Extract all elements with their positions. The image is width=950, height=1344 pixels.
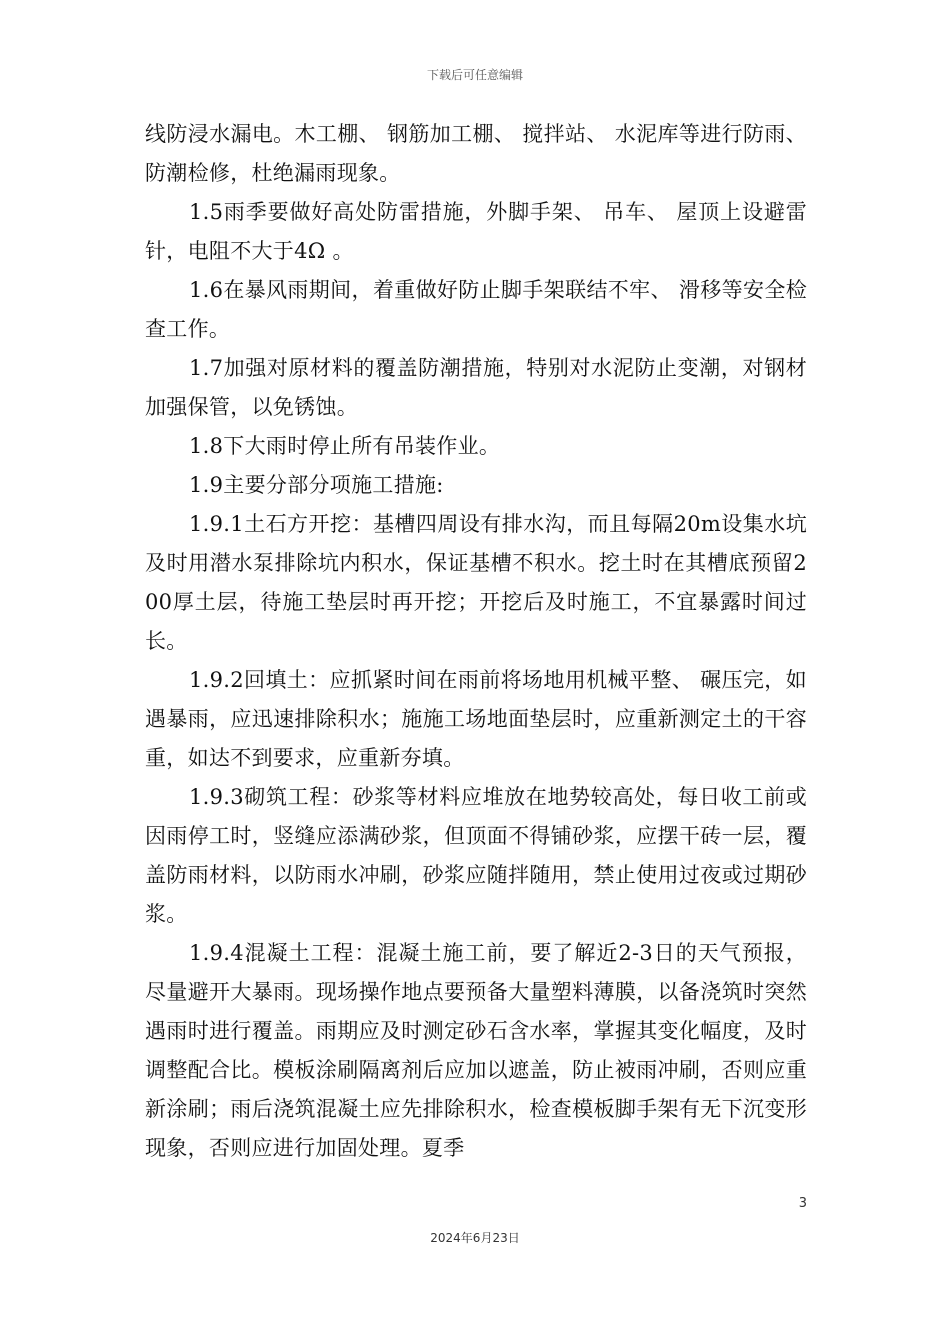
page-footer-date: 2024年6月23日 [430,1231,520,1245]
page-header: 下载后可任意编辑 [426,68,523,82]
paragraph-1-9-4: 1.9.4混凝土工程：混凝土施工前，要了解近2-3日的天气预报，尽量避开大暴雨。现场操作地点要预备大量塑料薄膜，以备浇筑时突然遇雨时进行覆盖。雨期应及时测定砂石含水率，掌握其变化幅度，及时调整配合比。模板涂刷隔离剂后应加以遮盖，防止被雨冲刷，否则应重新涂刷；雨后浇筑混凝土应先排除积水，检查模板脚手架有无下沉变形现象，否则应进行加固处理。夏季 [145,941,807,1160]
page-number: 3 [798,1196,807,1211]
paragraph-1-6: 1.6在暴风雨期间，着重做好防止脚手架联结不牢、 滑移等安全检查工作。 [145,278,807,341]
paragraph-1-8: 1.8下大雨时停止所有吊装作业。 [189,434,501,458]
document-body [145,115,807,1168]
paragraph-1-9: 1.9主要分部分项施工措施: [189,473,444,497]
paragraph-1-9-2: 1.9.2回填土：应抓紧时间在雨前将场地用机械平整、 碾压完，如遇暴雨，应迅速排除积水；施施工场地面垫层时，应重新测定土的干容重，如达不到要求，应重新夯填。 [145,668,807,770]
paragraph-1-9-1: 1.9.1土石方开挖：基槽四周设有排水沟，而且每隔20m设集水坑及时用潜水泵排除坑内积水，保证基槽不积水。挖土时在其槽底预留200厚土层，待施工垫层时再开挖；开挖后及时施工，不宜暴露时间过长。 [145,512,807,653]
paragraph-continued: 线防浸水漏电。木工棚、 钢筋加工棚、 搅拌站、 水泥库等进行防雨、 防潮检修，杜绝漏雨现象。 [145,122,807,185]
paragraph-1-7: 1.7加强对原材料的覆盖防潮措施，特别对水泥防止变潮，对钢材加强保管，以免锈蚀。 [145,356,807,419]
paragraph-1-5: 1.5雨季要做好高处防雷措施，外脚手架、 吊车、 屋顶上设避雷针，电阻不大于4Ω 。 [145,200,807,263]
paragraph-1-9-3: 1.9.3砌筑工程：砂浆等材料应堆放在地势较高处，每日收工前或因雨停工时，竖缝应添满砂浆，但顶面不得铺砂浆，应摆干砖一层，覆盖防雨材料，以防雨水冲刷，砂浆应随拌随用，禁止使用过夜或过期砂浆。 [145,785,807,926]
